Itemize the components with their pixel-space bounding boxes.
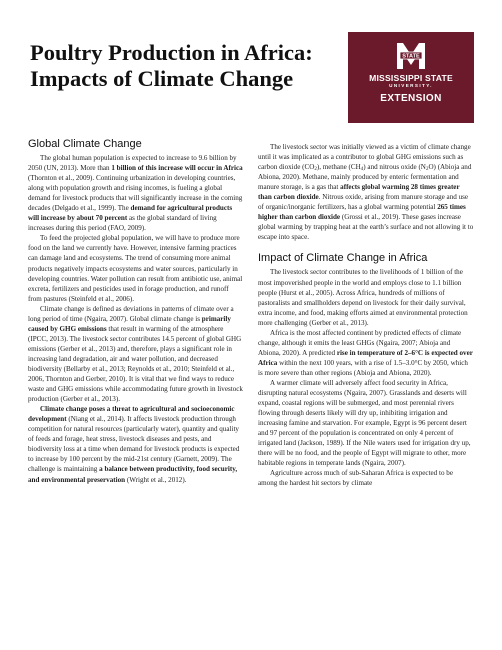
- paragraph-text: Africa is the most affected continent by predicted effects of climate change, although it emits the least GHGs (Ngaira, 2007; Abioja and Abiona, 2020). A predicted: [258, 328, 462, 357]
- logo-extension-label: EXTENSION: [380, 93, 442, 104]
- paragraph-text: The global human population is expected to increase to 9.6 billion by 2050 (UN, 2013). More than: [28, 154, 237, 173]
- paragraph-text: A warmer climate will adversely affect food security in Africa, disrupting natural ecosystems (Ngaira, 2007). Grasslands and deserts will expand, coastal regions will be submerged, and most perennial rivers flowing through deserts likely will dry up, inhibiting irrigation and increasing famine and starvation. For example, Egypt is 96 percent desert and 97 percent of the population is concentrated on only 4 percent of irrigated land (Jackson, 1989). If the Nile waters used for irrigation dry up, there will be no food, and the people of Egypt will migrate to other, more habitable regions in temperate lands (Ngaira, 2007).: [258, 378, 471, 468]
- paragraph-text: as the global standard of living increases during this period (FAO, 2009).: [28, 214, 217, 233]
- body-paragraph: [258, 468, 474, 488]
- paragraph-text: . Nitrous oxide, arising from manure storage and use of organic/inorganic fertilizers, has a global warming potential: [258, 193, 469, 212]
- body-paragraph: [258, 267, 474, 327]
- paragraph-text: ) and nitrous oxide (N: [363, 163, 426, 172]
- emphasis-text: a balance between productivity, food security, and environmental preservation: [28, 465, 238, 484]
- paragraph-text: Climate change is defined as deviations in patterns of climate over a long period of time (Ngaira, 2007). Global climate change is: [28, 304, 234, 323]
- subscript-text: 4: [360, 167, 364, 173]
- section-heading: Impact of Climate Change in Africa: [258, 252, 428, 265]
- paragraph-text: (Grossi et al., 2019). These gases increase global warming by trapping heat at the earth’s surface and not allowing it to escape into space.: [258, 213, 474, 242]
- emphasis-text: demand for agricultural products will increase by about 70 percent: [28, 204, 233, 223]
- emphasis-text: 1 billion of this increase will occur in Africa: [111, 164, 243, 173]
- emphasis-text: rise in temperature of 2–6°C is expected over Africa: [258, 348, 473, 367]
- body-paragraph: [28, 233, 244, 303]
- body-paragraph: [258, 142, 474, 242]
- body-paragraph: [28, 304, 244, 404]
- paragraph-text: Agriculture across much of sub-Saharan Africa is expected to be among the hardest hit sectors by climate: [258, 469, 453, 488]
- section-heading: Global Climate Change: [28, 138, 142, 150]
- paragraph-text: The livestock sector contributes to the livelihoods of 1 billion of the most impoverished people in the world and employs close to 1.1 billion people (Hurst et al., 2005). Across Africa, hundreds of millions of pastoralists and smallholders depend on livestock for their daily survival, extra income, and food, making efforts aimed at environmental protection more challenging (Gerber et al., 2013).: [258, 268, 468, 327]
- paragraph-text: To feed the projected global population, we will have to produce more food on the land we currently have. However, intensive farming practices can damage land and ecosystems. The trend of consuming more animal products negatively impacts ecosystems and water sources, particularly in developing countries. Water pollution can result from antibiotic use, animal excreta, fertilizers and pesticides used in forage production, and runoff from pastures (Steinfeld et al., 2006).: [28, 234, 243, 303]
- document-title: Poultry Production in Africa: Impacts of Climate Change: [30, 40, 313, 91]
- subscript-text: 2: [425, 167, 429, 173]
- msu-extension-logo: [348, 32, 474, 123]
- paragraph-text: O) (Abioja and Abiona, 2020). Methane, mainly produced by enteric fermentation and manure storage, is a gas that: [258, 163, 472, 192]
- msu-seal-icon: [394, 41, 428, 71]
- body-paragraph: [258, 328, 474, 378]
- paragraph-text: ), methane (CH: [316, 163, 361, 172]
- paragraph-text: The livestock sector was initially viewed as a victim of climate change until it was implicated as a contributor to global GHG emissions such as carbon dioxide (CO: [258, 143, 471, 172]
- body-paragraph: [28, 404, 244, 484]
- subscript-text: 2: [314, 167, 317, 173]
- logo-university-name: MISSISSIPPI STATE: [369, 73, 453, 83]
- left-column: [28, 138, 244, 485]
- paragraph-text: within the next 100 years, with a rise of 1.5–3.0°C by 2050, which is more severe than other regions (Abioja and Abiona, 2020).: [258, 358, 468, 377]
- body-paragraph: [28, 153, 244, 233]
- paragraph-text: (Thornton et al., 2009). Continuing urbanization in developing countries, along with population growth and rising incomes, is fueling a global demand for livestock products that will significantly increase in the coming decades (Delgado et al., 1999). The: [28, 174, 243, 213]
- body-paragraph: [258, 378, 474, 468]
- svg-text:STATE: STATE: [402, 53, 420, 60]
- emphasis-text: primarily caused by GHG emissions: [28, 314, 231, 333]
- paragraph-text: (Wright et al., 2012).: [125, 475, 187, 484]
- emphasis-text: 265 times higher than carbon dioxide: [258, 203, 466, 222]
- paragraph-text: (Niang et al., 2014). It affects livestock production through competition for natural resources (particularly water), quantity and quality of feeds and forage, heat stress, livestock diseases and pests, and biodiversity loss at a time when demand for livestock products is expected to increase by 100 percent by the mid-21st century (Garnett, 2009). The challenge is maintaining: [28, 415, 240, 474]
- paragraph-text: that result in warming of the atmosphere (IPCC, 2013). The livestock sector contributes 14.5 percent of global GHG emissions (Gerber et al., 2013) and, therefore, plays a significant role in increasing land degradation, air and water pollution, and decreased biodiversity (Bellarby et al., 2013; Reynolds et al., 2010; Steinfeld et al., 2006, Thornton and Gerber, 2010). It is vital that we find ways to reduce waste and GHG emissions while accommodating future growth in livestock production (Gerber et al., 2013).: [28, 324, 243, 404]
- right-column: [258, 142, 474, 489]
- emphasis-text: affects global warming 28 times greater than carbon dioxide: [258, 183, 460, 202]
- emphasis-text: Climate change poses a threat to agricultural and socioeconomic development: [28, 405, 235, 424]
- logo-university-label: UNIVERSITY.: [389, 83, 433, 88]
